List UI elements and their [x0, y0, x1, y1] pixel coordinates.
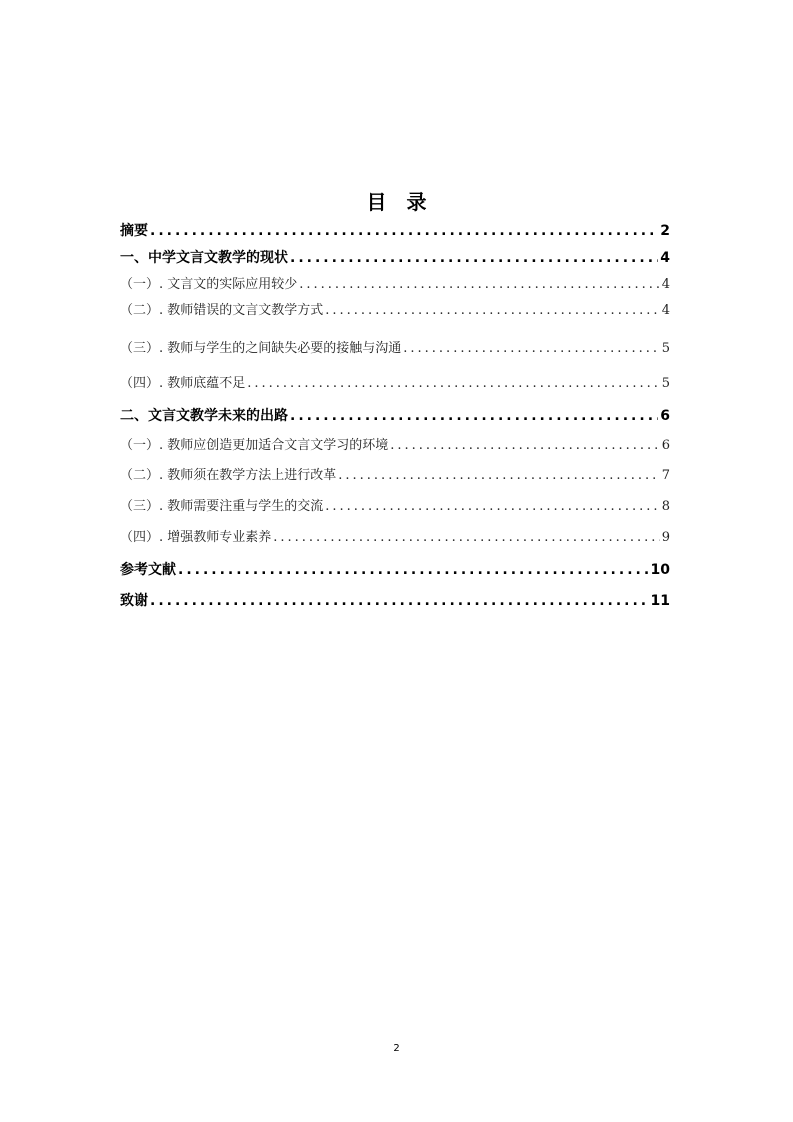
toc-entry-label: 一、中学文言文教学的现状	[120, 250, 288, 266]
toc-leader-dots	[290, 248, 658, 268]
toc-entry[interactable]	[120, 221, 670, 241]
toc-entry-label: （二）. 教师错误的文言文教学方式	[120, 303, 324, 318]
toc-leader-dots	[150, 221, 658, 241]
toc-entry[interactable]	[120, 528, 670, 548]
toc-entry-label: （四）. 教师底蕴不足	[120, 376, 246, 391]
toc-entry[interactable]	[120, 374, 670, 394]
toc-entry-label: （一）. 教师应创造更加适合文言文学习的环境	[120, 438, 389, 453]
toc-entry[interactable]	[120, 591, 670, 611]
toc-entry-page: 9	[661, 530, 670, 545]
toc-entry[interactable]	[120, 339, 670, 359]
page-title: 目 录	[366, 190, 427, 214]
toc-entry-page: 10	[650, 562, 670, 578]
toc-entry-label: （三）. 教师需要注重与学生的交流	[120, 499, 324, 514]
toc-entry-label: 二、文言文教学未来的出路	[120, 408, 288, 424]
toc-entry-page: 6	[661, 438, 670, 453]
toc-entry[interactable]	[120, 406, 670, 426]
toc-entry-label: （三）. 教师与学生的之间缺失必要的接触与沟通	[120, 341, 402, 356]
toc-leader-dots	[325, 497, 659, 517]
toc-entry[interactable]	[120, 466, 670, 486]
toc-leader-dots	[390, 436, 659, 456]
toc-entry-label: 参考文献	[120, 562, 176, 578]
toc-leader-dots	[150, 591, 649, 611]
toc-entry-page: 5	[661, 341, 670, 356]
toc-entry-page: 5	[661, 376, 670, 391]
toc-entry-label: 摘要	[120, 223, 148, 239]
toc-leader-dots	[403, 339, 659, 359]
toc-entry[interactable]	[120, 436, 670, 456]
toc-leader-dots	[178, 560, 649, 580]
toc-entry-label: （一）. 文言文的实际应用较少	[120, 277, 298, 292]
toc-entry-page: 4	[661, 277, 670, 292]
toc-entry-label: （二）. 教师须在教学方法上进行改革	[120, 468, 337, 483]
toc-entry[interactable]	[120, 560, 670, 580]
toc-leader-dots	[247, 374, 659, 394]
toc-entry-label: 致谢	[120, 593, 148, 609]
toc-entry[interactable]	[120, 248, 670, 268]
toc-leader-dots	[325, 301, 659, 321]
toc-leader-dots	[299, 275, 659, 295]
toc-entry-page: 6	[660, 408, 670, 424]
toc-entry[interactable]	[120, 275, 670, 295]
toc-leader-dots	[290, 406, 658, 426]
toc-leader-dots	[338, 466, 659, 486]
toc-entry[interactable]	[120, 301, 670, 321]
toc-entry[interactable]	[120, 497, 670, 517]
toc-entry-page: 2	[660, 223, 670, 239]
toc-entry-page: 7	[661, 468, 670, 483]
toc-entry-page: 4	[661, 303, 670, 318]
toc-entry-page: 11	[650, 593, 670, 609]
toc-entry-page: 4	[660, 250, 670, 266]
toc-entry-label: （四）. 增强教师专业素养	[120, 530, 272, 545]
toc-entry-page: 8	[661, 499, 670, 514]
toc-leader-dots	[273, 528, 659, 548]
page-number: 2	[393, 1043, 400, 1054]
